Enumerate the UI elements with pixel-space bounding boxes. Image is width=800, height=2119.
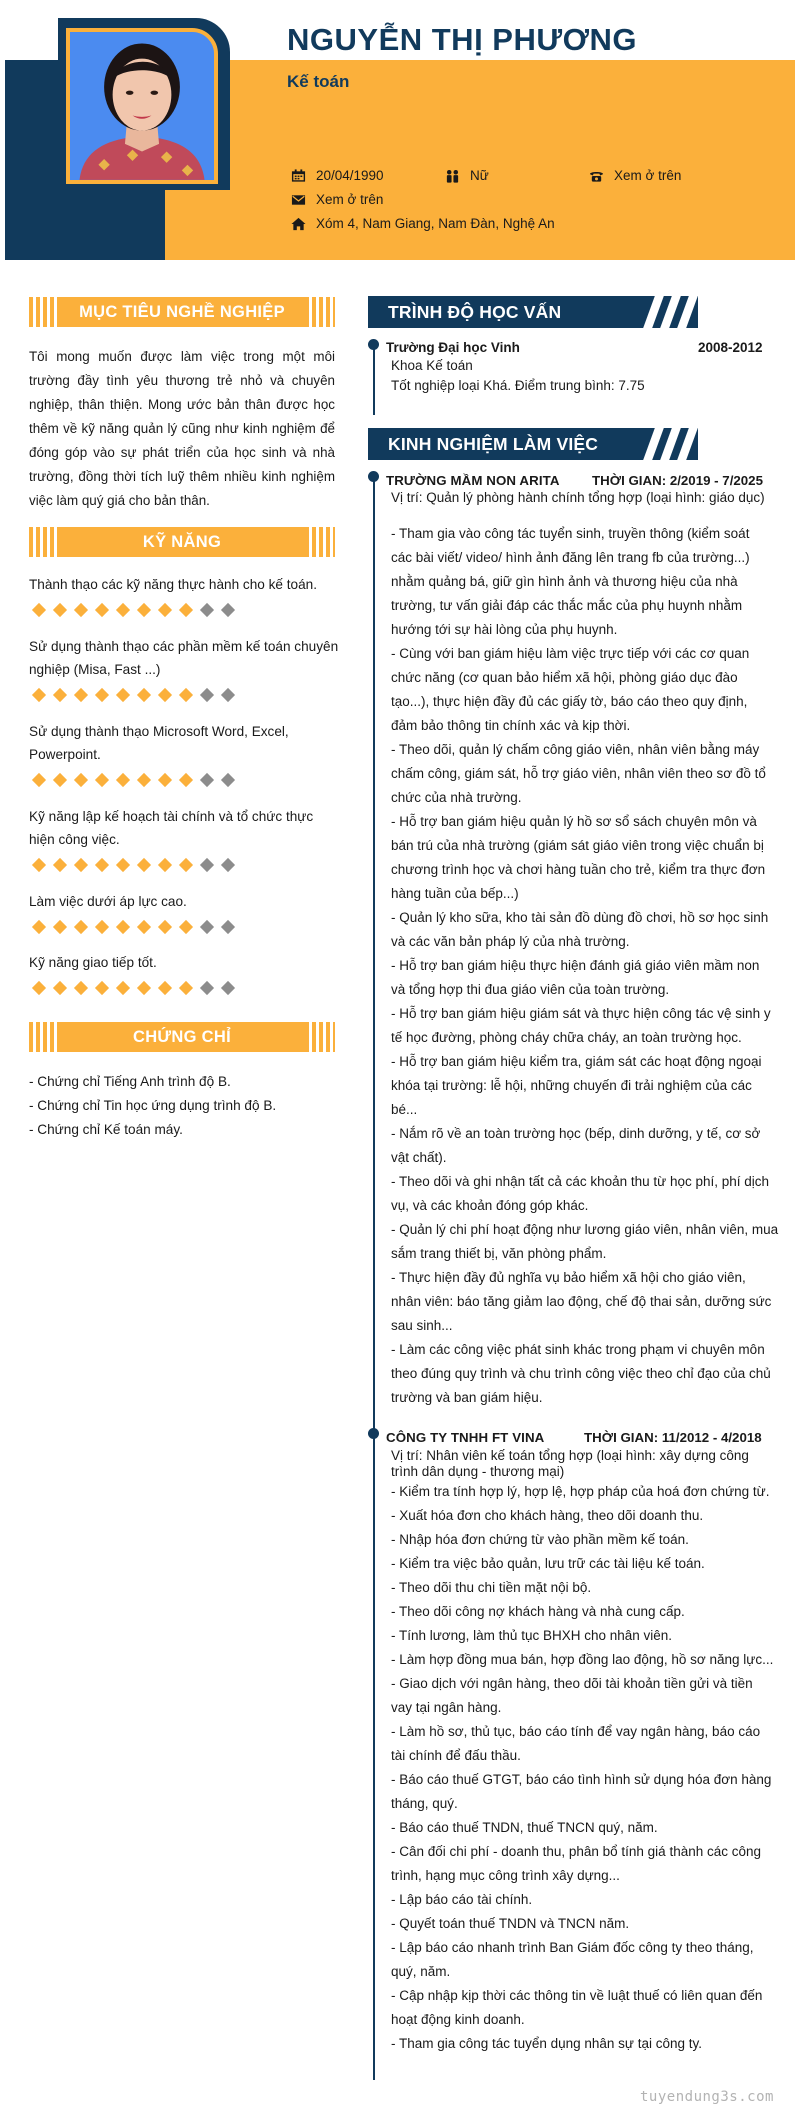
rating-diamond-filled bbox=[134, 919, 153, 935]
duty-line: - Hỗ trợ ban giám hiệu kiểm tra, giám sát các hoạt động ngoại bbox=[391, 1054, 762, 1069]
duty-line: tạo...), thực hiện đầy đủ các giấy tờ, báo cáo theo quy định, bbox=[391, 694, 748, 709]
duty-line: - Thực hiện đầy đủ nghĩa vụ bảo hiểm xã hội cho giáo viên, bbox=[391, 1270, 746, 1285]
rating-diamond-empty bbox=[197, 857, 216, 873]
rating-diamond-filled bbox=[113, 857, 132, 873]
duty-line: - Quản lý kho sữa, kho tài sản đồ dùng đồ chơi, hồ sơ học sinh bbox=[391, 910, 769, 925]
rating-diamond-filled bbox=[155, 857, 174, 873]
skill-item bbox=[29, 573, 339, 618]
rating-diamond-filled bbox=[155, 602, 174, 618]
skill-rating bbox=[29, 772, 339, 788]
rating-diamond-empty bbox=[218, 602, 237, 618]
skill-rating bbox=[29, 919, 339, 935]
timeline-dot bbox=[368, 339, 379, 350]
education-school: Trường Đại học Vinh bbox=[386, 340, 520, 355]
rating-diamond-filled bbox=[92, 919, 111, 935]
skill-text: Sử dụng thành thạo Microsoft Word, Excel, Powerpoint. bbox=[29, 724, 289, 762]
duty-line: sau sinh... bbox=[391, 1318, 453, 1333]
duty-line: - Báo cáo thuế TNDN, thuế TNCN quý, năm. bbox=[391, 1820, 658, 1835]
rating-diamond-filled bbox=[92, 857, 111, 873]
rating-diamond-filled bbox=[71, 857, 90, 873]
rating-diamond-filled bbox=[50, 980, 69, 996]
rating-diamond-filled bbox=[50, 772, 69, 788]
timeline-dot bbox=[368, 471, 379, 482]
skill-text: Sử dụng thành thạo các phần mềm kế toán chuyên nghiệp (Misa, Fast ...) bbox=[29, 639, 339, 677]
rating-diamond-filled bbox=[134, 687, 153, 703]
section-heading-education bbox=[368, 296, 698, 328]
job-time: THỜI GIAN: 2/2019 - 7/2025 bbox=[592, 473, 763, 488]
duty-line: - Cập nhập kịp thời các thông tin về luật thuế có liên quan đến bbox=[391, 1988, 763, 2003]
timeline-dot bbox=[368, 1428, 379, 1439]
rating-diamond-filled bbox=[176, 980, 195, 996]
rating-diamond-filled bbox=[92, 980, 111, 996]
section-heading-skills bbox=[29, 527, 335, 557]
duty-line: - Làm các công việc phát sinh khác trong phạm vi chuyên môn bbox=[391, 1342, 765, 1357]
skill-text: Làm việc dưới áp lực cao. bbox=[29, 894, 187, 909]
education-heading: TRÌNH ĐỘ HỌC VẤN bbox=[388, 301, 562, 322]
duty-line: và tổng hợp thi đua giáo viên của toàn trường. bbox=[391, 982, 670, 997]
avatar bbox=[66, 28, 218, 184]
skill-item bbox=[29, 720, 339, 788]
rating-diamond-filled bbox=[50, 919, 69, 935]
duty-line: hoạt động kinh doanh. bbox=[391, 2012, 525, 2027]
certificate-list bbox=[29, 1070, 276, 1142]
rating-diamond-filled bbox=[92, 687, 111, 703]
rating-diamond-filled bbox=[71, 772, 90, 788]
rating-diamond-filled bbox=[29, 687, 48, 703]
rating-diamond-filled bbox=[29, 857, 48, 873]
duty-line: và các văn bản pháp lý của nhà trường. bbox=[391, 934, 630, 949]
duty-line: quý, năm. bbox=[391, 1964, 451, 1979]
duty-line: tế học đường, phòng cháy chữa cháy, an toàn trường học. bbox=[391, 1030, 742, 1045]
rating-diamond-filled bbox=[134, 980, 153, 996]
education-period: 2008-2012 bbox=[698, 340, 763, 355]
duty-line: sắm trang thiết bị, văn phòng phẩm. bbox=[391, 1246, 607, 1261]
objective-text: Tôi mong muốn được làm việc trong một môi trường đầy tình yêu thương trẻ nhỏ và chuyên nghiệp, thân thiện. Mong ước bản thân được học thêm về kỹ năng quản lý cũng như kinh nghiệm để đóng góp vào sự phát triển của học sinh và nhà trường, đồng thời tích luỹ thêm nhiều kinh nghiệm việc làm quý giá cho bản thân. bbox=[29, 349, 335, 508]
duty-line: vay tại ngân hàng. bbox=[391, 1700, 502, 1715]
heading-stripes bbox=[305, 527, 335, 557]
rating-diamond-filled bbox=[113, 687, 132, 703]
section-heading-experience bbox=[368, 428, 698, 460]
rating-diamond-empty bbox=[197, 919, 216, 935]
rating-diamond-empty bbox=[197, 772, 216, 788]
rating-diamond-filled bbox=[113, 980, 132, 996]
duty-line: bé... bbox=[391, 1102, 418, 1117]
job-position: Vị trí: Quản lý phòng hành chính tổng hợp (loại hình: giáo dục) bbox=[391, 490, 765, 505]
calendar-icon bbox=[290, 169, 306, 183]
heading-stripes bbox=[305, 297, 335, 327]
duty-line: - Hỗ trợ ban giám hiệu quản lý hồ sơ sổ sách chuyên môn và bbox=[391, 814, 757, 829]
rating-diamond-empty bbox=[218, 919, 237, 935]
rating-diamond-filled bbox=[155, 772, 174, 788]
skill-rating bbox=[29, 602, 339, 618]
rating-diamond-empty bbox=[197, 602, 216, 618]
rating-diamond-filled bbox=[176, 857, 195, 873]
certificate-item: - Chứng chỉ Tiếng Anh trình độ B. bbox=[29, 1074, 231, 1089]
certificate-item: - Chứng chỉ Kế toán máy. bbox=[29, 1122, 183, 1137]
phone-field bbox=[588, 168, 681, 183]
skill-text: Kỹ năng giao tiếp tốt. bbox=[29, 955, 157, 970]
rating-diamond-filled bbox=[92, 602, 111, 618]
duty-line: - Tham gia công tác tuyển dụng nhân sự tại công ty. bbox=[391, 2036, 702, 2051]
rating-diamond-filled bbox=[113, 919, 132, 935]
home-icon bbox=[290, 217, 306, 231]
duty-line: khóa tại trường: lễ hội, những chuyến đi trải nghiệm của các bbox=[391, 1078, 752, 1093]
candidate-name: NGUYỄN THỊ PHƯƠNG bbox=[287, 22, 638, 57]
skill-rating bbox=[29, 687, 339, 703]
skill-item bbox=[29, 890, 339, 935]
heading-slash bbox=[676, 428, 698, 460]
rating-diamond-filled bbox=[71, 602, 90, 618]
duty-line: - Quản lý chi phí hoạt động như lương giáo viên, nhân viên, mua bbox=[391, 1222, 779, 1237]
rating-diamond-filled bbox=[29, 772, 48, 788]
rating-diamond-filled bbox=[29, 980, 48, 996]
skill-text: Kỹ năng lập kế hoạch tài chính và tổ chức thực hiện công việc. bbox=[29, 809, 314, 847]
duty-line: theo đúng quy trình và chu trình công việc theo chỉ đạo của chủ bbox=[391, 1366, 771, 1381]
candidate-job-title: Kế toán bbox=[287, 72, 350, 91]
gender-value: Nữ bbox=[470, 168, 489, 183]
rating-diamond-filled bbox=[176, 772, 195, 788]
rating-diamond-filled bbox=[134, 602, 153, 618]
rating-diamond-filled bbox=[155, 980, 174, 996]
heading-slash bbox=[676, 296, 698, 328]
duty-line: vật chất). bbox=[391, 1150, 447, 1165]
duty-line: - Xuất hóa đơn cho khách hàng, theo dõi doanh thu. bbox=[391, 1508, 704, 1523]
education-result: Tốt nghiệp loại Khá. Điểm trung bình: 7.75 bbox=[391, 378, 645, 393]
skill-text: Thành thạo các kỹ năng thực hành cho kế toán. bbox=[29, 577, 317, 592]
duty-line: - Làm hồ sơ, thủ tục, báo cáo tính để vay ngân hàng, báo cáo bbox=[391, 1724, 761, 1739]
skill-rating bbox=[29, 980, 339, 996]
duty-line: nhằm quảng bá, giữ gìn hình ảnh và thương hiệu của nhà bbox=[391, 574, 738, 589]
skill-rating bbox=[29, 857, 339, 873]
job-duties bbox=[391, 1480, 786, 2056]
duty-line: chức năng (cơ quan bảo hiểm xã hội, phòng giáo dục đào bbox=[391, 670, 738, 685]
objective-heading: MỤC TIÊU NGHỀ NGHIỆP bbox=[79, 302, 285, 321]
duty-line: - Tính lương, làm thủ tục BHXH cho nhân viên. bbox=[391, 1628, 673, 1643]
duty-line: chương trình học và chơi hàng tuần cho trẻ, kiểm tra thực đơn bbox=[391, 862, 766, 877]
rating-diamond-filled bbox=[134, 857, 153, 873]
duty-line: hàng tuần của bếp...) bbox=[391, 886, 519, 901]
job-company: TRƯỜNG MẦM NON ARITA bbox=[386, 473, 560, 488]
duty-line: - Theo dõi, quản lý chấm công giáo viên, nhân viên bằng máy bbox=[391, 742, 760, 757]
rating-diamond-filled bbox=[176, 919, 195, 935]
duty-line: - Kiểm tra tính hợp lý, hợp lệ, hợp pháp của hoá đơn chứng từ. bbox=[391, 1484, 770, 1499]
rating-diamond-empty bbox=[197, 687, 216, 703]
duty-line: đảm bảo thông tin chính xác và kịp thời. bbox=[391, 718, 631, 733]
duty-line: bán trú của nhà trường (giám sát giáo viên trong việc chuẩn bị bbox=[391, 838, 764, 853]
duty-line: vụ, và các khoản đóng góp khác. bbox=[391, 1198, 589, 1213]
rating-diamond-filled bbox=[71, 919, 90, 935]
duty-line: - Theo dõi thu chi tiền mặt nội bộ. bbox=[391, 1580, 592, 1595]
rating-diamond-filled bbox=[50, 687, 69, 703]
birthday-value: 20/04/1990 bbox=[316, 168, 384, 183]
rating-diamond-filled bbox=[92, 772, 111, 788]
duty-line: trình, hạng mục công trình xây dựng... bbox=[391, 1868, 620, 1883]
duty-line: tài chính để đấu thầu. bbox=[391, 1748, 521, 1763]
experience-heading: KINH NGHIỆM LÀM VIỆC bbox=[388, 433, 599, 454]
duty-line: tháng, quý. bbox=[391, 1796, 458, 1811]
duty-line: - Hỗ trợ ban giám hiệu thực hiện đánh giá giáo viên mầm non bbox=[391, 958, 760, 973]
duty-line: chấm công, giám sát, hỗ trợ giáo viên, nhân viên theo sơ đồ tổ bbox=[391, 766, 766, 781]
duty-line: - Lập báo cáo tài chính. bbox=[391, 1892, 533, 1907]
skill-item bbox=[29, 805, 339, 873]
people-icon bbox=[444, 169, 460, 183]
rating-diamond-empty bbox=[218, 857, 237, 873]
duty-line: - Quyết toán thuế TNDN và TNCN năm. bbox=[391, 1916, 630, 1931]
rating-diamond-filled bbox=[155, 687, 174, 703]
certificate-item: - Chứng chỉ Tin học ứng dụng trình độ B. bbox=[29, 1098, 277, 1113]
job-time: THỜI GIAN: 11/2012 - 4/2018 bbox=[584, 1430, 762, 1445]
duty-line: nhân viên: báo tăng giảm lao động, chế độ thai sản, dưỡng sức bbox=[391, 1294, 772, 1309]
skills-heading: KỸ NĂNG bbox=[142, 532, 222, 551]
rating-diamond-filled bbox=[113, 602, 132, 618]
heading-stripes bbox=[29, 297, 59, 327]
heading-stripes bbox=[29, 1022, 59, 1052]
rating-diamond-filled bbox=[176, 602, 195, 618]
timeline-line bbox=[373, 345, 375, 415]
duty-line: trường, tư vấn giải đáp các thắc mắc của phụ huynh nhằm bbox=[391, 598, 743, 613]
duty-line: - Nắm rõ về an toàn trường học (bếp, dinh dưỡng, y tế, cơ sở bbox=[391, 1126, 761, 1141]
job-company: CÔNG TY TNHH FT VINA bbox=[386, 1430, 545, 1445]
rating-diamond-filled bbox=[29, 919, 48, 935]
address-value: Xóm 4, Nam Giang, Nam Đàn, Nghệ An bbox=[316, 216, 555, 231]
email-value: Xem ở trên bbox=[316, 192, 384, 207]
duty-line: - Tham gia vào công tác tuyển sinh, truyền thông (kiểm soát bbox=[391, 526, 750, 541]
duty-line: trường và ban giám hiệu. bbox=[391, 1390, 543, 1405]
rating-diamond-filled bbox=[71, 980, 90, 996]
job-duties bbox=[391, 522, 786, 1410]
duty-line: - Cân đối chi phí - doanh thu, phân bổ tính giá thành các công bbox=[391, 1844, 762, 1859]
rating-diamond-filled bbox=[50, 602, 69, 618]
rating-diamond-filled bbox=[50, 857, 69, 873]
duty-line: - Theo dõi và ghi nhận tất cả các khoản thu từ học phí, phí dịch bbox=[391, 1174, 770, 1189]
duty-line: - Kiểm tra việc bảo quản, lưu trữ các tài liệu kế toán. bbox=[391, 1556, 705, 1571]
heading-stripes bbox=[29, 527, 59, 557]
email-field bbox=[290, 192, 383, 207]
rating-diamond-filled bbox=[71, 687, 90, 703]
duty-line: chức của nhà trường. bbox=[391, 790, 522, 805]
rating-diamond-empty bbox=[218, 980, 237, 996]
phone-value: Xem ở trên bbox=[614, 168, 682, 183]
duty-line: - Lập báo cáo nhanh trình Ban Giám đốc công ty theo tháng, bbox=[391, 1940, 754, 1955]
duty-line: - Theo dõi công nợ khách hàng và nhà cung cấp. bbox=[391, 1604, 685, 1619]
certificates-heading: CHỨNG CHỈ bbox=[133, 1027, 231, 1046]
rating-diamond-filled bbox=[176, 687, 195, 703]
timeline-line bbox=[373, 477, 375, 2080]
rating-diamond-filled bbox=[134, 772, 153, 788]
section-heading-objective bbox=[29, 297, 335, 327]
duty-line: - Nhập hóa đơn chứng từ vào phần mềm kế toán. bbox=[391, 1532, 689, 1547]
heading-stripes bbox=[305, 1022, 335, 1052]
skill-item bbox=[29, 951, 339, 996]
rating-diamond-empty bbox=[197, 980, 216, 996]
envelope-icon bbox=[290, 193, 306, 207]
phone-icon bbox=[588, 169, 604, 183]
job-position: Vị trí: Nhân viên kế toán tổng hợp (loại hình: xây dựng công trình dân dụng - thương mại) bbox=[391, 1448, 749, 1479]
section-heading-certificates bbox=[29, 1022, 335, 1052]
duty-line: - Giao dịch với ngân hàng, theo dõi tài khoản tiền gửi và tiền bbox=[391, 1676, 753, 1691]
duty-line: - Cùng với ban giám hiệu làm việc trực tiếp với các cơ quan bbox=[391, 646, 750, 661]
duty-line: các bài viết/ video/ hình ảnh đăng lên trang fb của trường...) bbox=[391, 550, 750, 565]
birthday-field bbox=[290, 168, 384, 183]
gender-field bbox=[444, 168, 489, 183]
education-major: Khoa Kế toán bbox=[391, 358, 473, 373]
rating-diamond-empty bbox=[218, 687, 237, 703]
duty-line: - Báo cáo thuế GTGT, báo cáo tình hình sử dụng hóa đơn hàng bbox=[391, 1772, 772, 1787]
rating-diamond-filled bbox=[113, 772, 132, 788]
avatar-portrait bbox=[70, 32, 214, 180]
watermark: tuyendung3s.com bbox=[640, 2089, 774, 2105]
rating-diamond-filled bbox=[155, 919, 174, 935]
duty-line: hướng tới sự hài lòng của phụ huynh. bbox=[391, 622, 618, 637]
rating-diamond-empty bbox=[218, 772, 237, 788]
duty-line: - Làm hợp đồng mua bán, hợp đồng lao động, hồ sơ năng lực... bbox=[391, 1652, 774, 1667]
address-field bbox=[290, 216, 555, 231]
duty-line: - Hỗ trợ ban giám hiệu giám sát và thực hiện công tác vệ sinh y bbox=[391, 1006, 771, 1021]
skill-item bbox=[29, 635, 339, 703]
rating-diamond-filled bbox=[29, 602, 48, 618]
